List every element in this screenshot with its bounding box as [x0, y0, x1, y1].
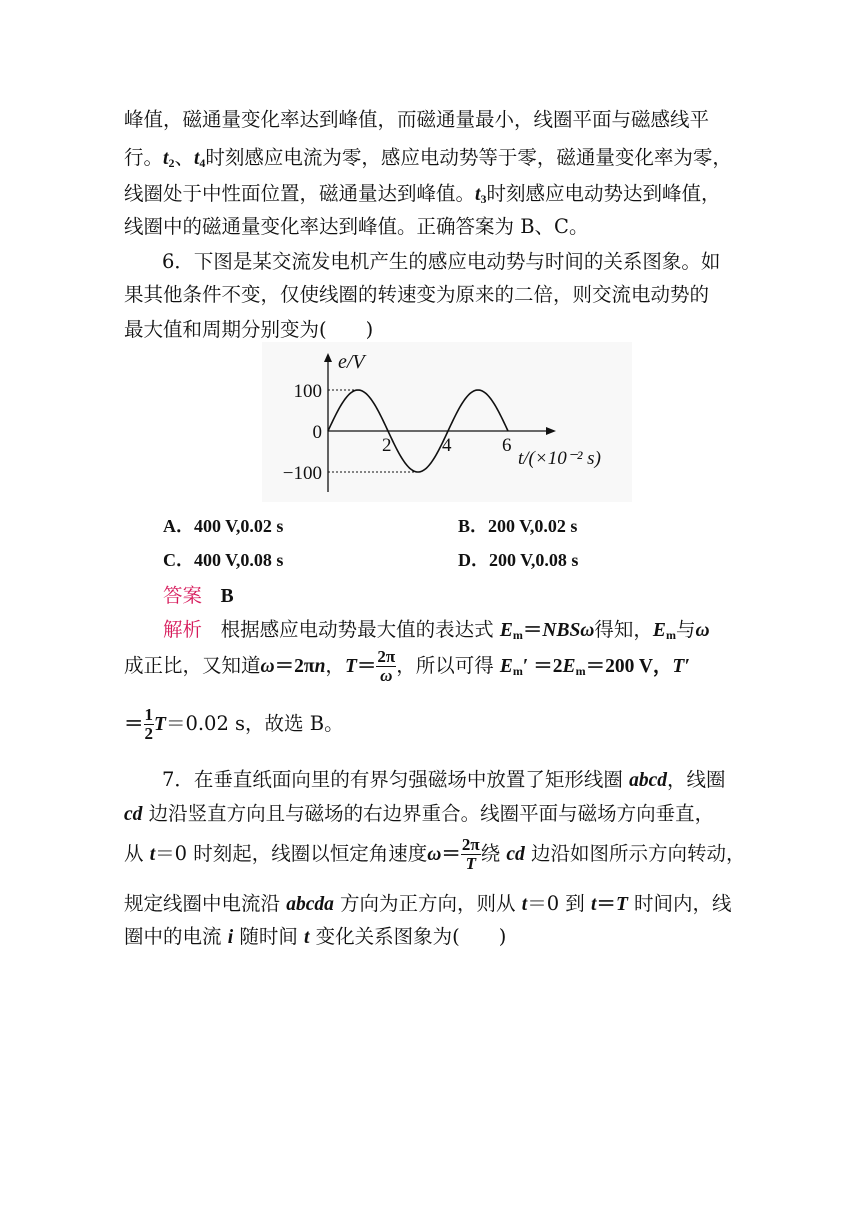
sub: 4 — [199, 156, 206, 170]
var-cd: cd — [124, 804, 143, 825]
var-omega: ω — [427, 844, 442, 865]
frac-num: 1 — [144, 705, 154, 724]
var-T: T — [344, 656, 357, 677]
q7-text: 7．在垂直纸面向里的有界匀强磁场中放置了矩形线圈 — [162, 768, 630, 791]
comma: ， — [325, 654, 345, 677]
y-tick-label: 0 — [312, 422, 322, 443]
equals: ＝2π — [274, 656, 315, 677]
var-t: t — [149, 844, 156, 865]
q6-line1: 6．下图是某交流发电机产生的感应电动势与时间的关系图象。如 — [162, 250, 721, 273]
q7-text: 绕 — [480, 842, 507, 865]
option-d[interactable]: D．200 V,0.08 s — [458, 550, 579, 570]
para5-text: 时刻感应电流为零，感应电动势等于零，磁通量变化率为零， — [205, 146, 732, 169]
q7-text: ，线圈 — [667, 768, 726, 791]
analysis-line2 — [124, 648, 744, 685]
para5-line1: 峰值，磁通量变化率达到峰值，而磁通量最小，线圈平面与磁感线平 — [124, 108, 710, 131]
para5-text: 时刻感应电动势达到峰值， — [486, 182, 721, 205]
q7-text: 变化关系图象为( ) — [309, 925, 507, 948]
x-tick-label: 6 — [502, 435, 512, 456]
var-omega: ω — [695, 620, 710, 641]
y-tick-label: 100 — [293, 381, 322, 402]
sub: m — [575, 664, 586, 678]
var-T: T — [154, 714, 166, 735]
para5-text: 行。 — [124, 146, 164, 169]
analysis-text: ＝0.02 s，故选 B。 — [165, 712, 344, 735]
var-e: E — [499, 656, 513, 677]
var-e: E — [499, 620, 513, 641]
x-tick-label: 4 — [442, 435, 452, 456]
answer-label: 答案 — [163, 584, 203, 607]
frac-den: 2 — [144, 724, 154, 743]
var-T: T — [615, 894, 628, 915]
analysis-text: 得知， — [594, 618, 653, 641]
emf-time-chart — [262, 342, 632, 502]
analysis-text: 成正比，又知道 — [124, 654, 261, 677]
option-b[interactable]: B．200 V,0.02 s — [458, 516, 578, 536]
equals: ＝ — [441, 844, 461, 865]
sub: m — [512, 628, 523, 642]
equals: ＝ — [356, 656, 377, 677]
q7-line4 — [124, 888, 744, 916]
para5-text: 线圈处于中性面位置，磁通量达到峰值。 — [124, 182, 476, 205]
formula-nbs: NBSω — [542, 620, 595, 641]
para5-line2 — [124, 142, 744, 171]
fraction-half — [144, 706, 155, 743]
q7-text: 圈中的电流 — [124, 925, 228, 948]
var-t: t — [475, 184, 481, 205]
var-t: t — [304, 927, 310, 948]
answer-line — [163, 580, 783, 608]
x-axis-label: t/(×10⁻² s) — [518, 448, 601, 469]
result: ＝200 V， — [585, 656, 673, 677]
analysis-text: ，所以可得 — [396, 654, 500, 677]
analysis-text: 与 — [675, 618, 696, 641]
separator: 、 — [174, 146, 194, 169]
q7-line5 — [124, 921, 744, 949]
equals: ＝ — [124, 714, 144, 735]
q7-text: 边沿竖直方向且与磁场的右边界重合。线圈平面与磁场方向垂直， — [142, 802, 715, 825]
var-t: t — [591, 894, 597, 915]
q7-text: 从 — [124, 842, 150, 865]
var-e: E — [652, 620, 666, 641]
var-n: n — [314, 656, 326, 677]
equals: ＝ — [522, 620, 543, 641]
var-i: i — [227, 927, 234, 948]
q7-text: ＝0 到 — [527, 892, 591, 915]
analysis-label: 解析 — [163, 618, 203, 641]
analysis-line1 — [163, 614, 748, 643]
para5-line3 — [124, 178, 744, 207]
var-abcda: abcda — [286, 894, 334, 915]
option-a[interactable]: A．400 V,0.02 s — [163, 516, 284, 536]
q7-line1 — [162, 764, 744, 792]
q7-line3 — [124, 836, 744, 873]
x-tick-label: 2 — [382, 435, 392, 456]
analysis-text: 根据感应电动势最大值的表达式 — [220, 618, 500, 641]
var-omega: ω — [260, 656, 275, 677]
q7-text: 方向为正方向，则从 — [333, 892, 522, 915]
prime-eq: ′ ＝2 — [522, 656, 563, 677]
para5-line4: 线圈中的磁通量变化率达到峰值。正确答案为 B、C。 — [124, 215, 589, 238]
q6-line3: 最大值和周期分别变为( ) — [124, 318, 374, 341]
q7-line2 — [124, 798, 744, 826]
var-cd: cd — [506, 844, 525, 865]
q7-text: 边沿如图所示方向转动， — [524, 842, 746, 865]
fraction-2pi-T — [461, 836, 481, 873]
frac-num: 2π — [377, 647, 396, 666]
var-T-prime: T′ — [672, 656, 690, 677]
var-abcd: abcd — [629, 770, 668, 791]
q6-line2: 果其他条件不变，仅使线圈的转速变为原来的二倍，则交流电动势的 — [124, 283, 710, 306]
y-tick-label: −100 — [282, 463, 322, 484]
q7-text: 规定线圈中电流沿 — [124, 892, 287, 915]
sub: m — [665, 628, 676, 642]
sub: 2 — [168, 156, 175, 170]
y-axis-label: e/V — [338, 351, 365, 373]
answer-value: B — [220, 586, 234, 607]
sub: 3 — [480, 192, 487, 206]
frac-den: ω — [380, 666, 393, 685]
var-t: t — [163, 148, 169, 169]
frac-num: 2π — [461, 835, 480, 854]
fraction-2pi-omega — [376, 648, 396, 685]
sub: m — [512, 664, 523, 678]
option-c[interactable]: C．400 V,0.08 s — [163, 550, 284, 570]
frac-den: T — [465, 854, 476, 873]
var-t: t — [193, 148, 200, 169]
var-t: t — [521, 894, 528, 915]
q7-text: ＝0 时刻起，线圈以恒定角速度 — [155, 842, 428, 865]
q7-text: 随时间 — [233, 925, 305, 948]
q7-text: 时间内，线 — [627, 892, 732, 915]
analysis-line3 — [124, 706, 744, 743]
var-e: E — [562, 656, 576, 677]
equals: ＝ — [596, 894, 616, 915]
